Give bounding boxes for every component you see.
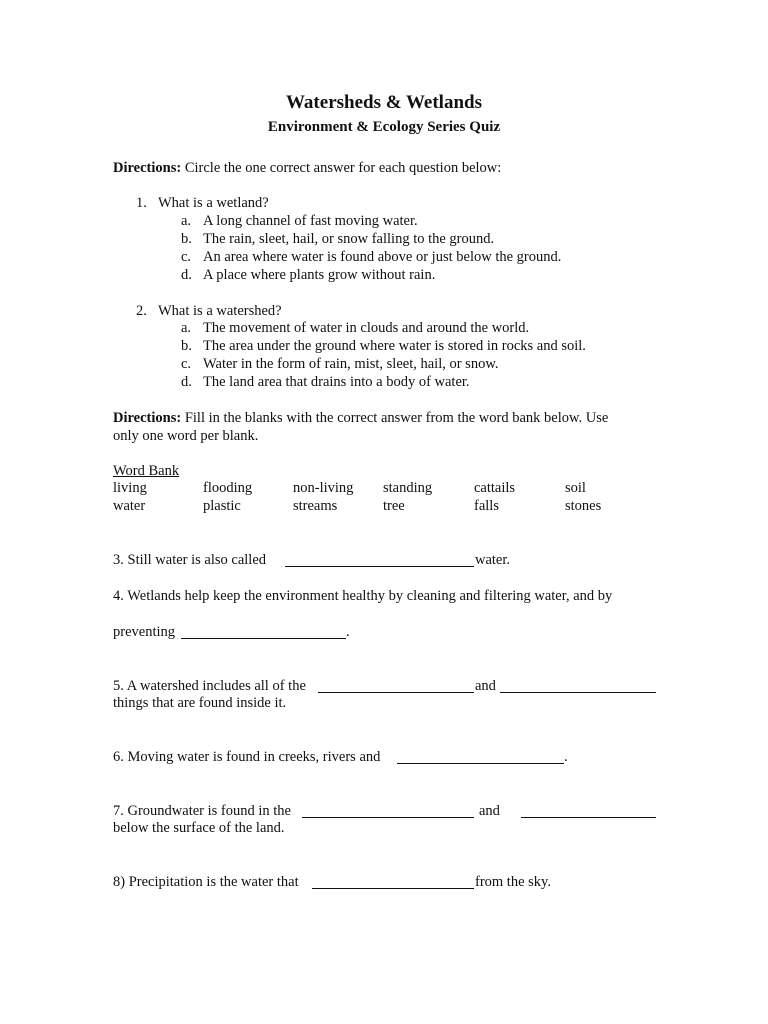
word-bank-word: plastic xyxy=(203,497,241,514)
question-number: 2. xyxy=(136,303,147,319)
q5-answer-blank-1[interactable] xyxy=(318,692,474,693)
q3-text-after: water. xyxy=(475,552,511,568)
question-text: What is a watershed? xyxy=(158,303,282,319)
q6-answer-blank[interactable] xyxy=(397,763,564,764)
option-letter: d. xyxy=(181,267,192,283)
q8-answer-blank[interactable] xyxy=(312,888,474,889)
option-letter: c. xyxy=(181,249,192,265)
option-text: The area under the ground where water is stored in rocks and soil. xyxy=(203,338,586,354)
option-text: An area where water is found above or just below the ground. xyxy=(203,249,562,265)
q5-text-line2: things that are found inside it. xyxy=(113,695,287,711)
directions-circle xyxy=(113,159,501,177)
word-bank-word: standing xyxy=(383,480,433,496)
q6-text: 6. Moving water is found in creeks, rivers and xyxy=(113,749,381,765)
word-bank-word: tree xyxy=(383,497,405,514)
q8-text: 8) Precipitation is the water that xyxy=(113,874,299,890)
word-bank-word: non-living xyxy=(293,480,354,496)
directions-text-line2: only one word per blank. xyxy=(113,428,259,444)
word-bank-word: water xyxy=(113,497,146,514)
option-letter: a. xyxy=(181,320,192,336)
word-bank-word: stones xyxy=(565,497,602,514)
q7-text-line2: below the surface of the land. xyxy=(113,820,285,836)
word-bank-column xyxy=(113,480,147,515)
q8-text-after: from the sky. xyxy=(475,874,551,890)
page-title: Watersheds & Wetlands xyxy=(285,92,482,113)
question-number: 1. xyxy=(136,195,147,211)
q3-answer-blank[interactable] xyxy=(285,566,474,567)
option-text: The movement of water in clouds and around the world. xyxy=(203,320,530,336)
option-letter: b. xyxy=(181,231,192,247)
word-bank-column xyxy=(565,480,601,515)
q4-text-after: . xyxy=(346,624,350,640)
option-text: Water in the form of rain, mist, sleet, hail, or snow. xyxy=(203,356,499,372)
q7-text: 7. Groundwater is found in the xyxy=(113,803,291,819)
q4-answer-blank[interactable] xyxy=(181,638,346,639)
word-bank-word: soil xyxy=(565,480,586,496)
option-text: The land area that drains into a body of water. xyxy=(203,374,470,390)
q7-text-middle: and xyxy=(479,803,500,819)
option-letter: a. xyxy=(181,213,192,229)
directions-text: Circle the one correct answer for each question below: xyxy=(181,160,502,176)
option-text: A long channel of fast moving water. xyxy=(203,213,418,229)
q7-answer-blank-1[interactable] xyxy=(302,817,474,818)
q5-text: 5. A watershed includes all of the xyxy=(113,678,306,694)
q4-text: 4. Wetlands help keep the environment healthy by cleaning and filtering water, and by xyxy=(113,588,613,604)
option-text: The rain, sleet, hail, or snow falling to the ground. xyxy=(203,231,495,247)
directions-label: Directions: xyxy=(113,160,182,176)
question-text: What is a wetland? xyxy=(158,195,269,211)
word-bank-column xyxy=(293,480,353,515)
word-bank-word: living xyxy=(113,480,147,496)
word-bank-word: streams xyxy=(293,497,338,514)
word-bank-column xyxy=(383,480,432,515)
q5-text-middle: and xyxy=(475,678,496,694)
word-bank-word: cattails xyxy=(474,480,516,496)
page-subtitle: Environment & Ecology Series Quiz xyxy=(267,119,501,135)
word-bank-column xyxy=(474,480,515,515)
directions-label: Directions: xyxy=(113,410,182,426)
q7-answer-blank-2[interactable] xyxy=(521,817,656,818)
word-bank-heading: Word Bank xyxy=(113,463,180,479)
q3-text: 3. Still water is also called xyxy=(113,552,267,568)
q5-answer-blank-2[interactable] xyxy=(500,692,656,693)
q4-text-line2: preventing xyxy=(113,624,176,640)
q6-text-after: . xyxy=(564,749,568,765)
word-bank-column xyxy=(203,480,252,515)
directions-text: Fill in the blanks with the correct answer from the word bank below. Use xyxy=(181,410,609,426)
option-text: A place where plants grow without rain. xyxy=(203,267,436,283)
directions-fill-in xyxy=(113,409,608,427)
option-letter: d. xyxy=(181,374,192,390)
word-bank-word: flooding xyxy=(203,480,253,496)
option-letter: b. xyxy=(181,338,192,354)
word-bank-word: falls xyxy=(474,497,499,514)
option-letter: c. xyxy=(181,356,192,372)
